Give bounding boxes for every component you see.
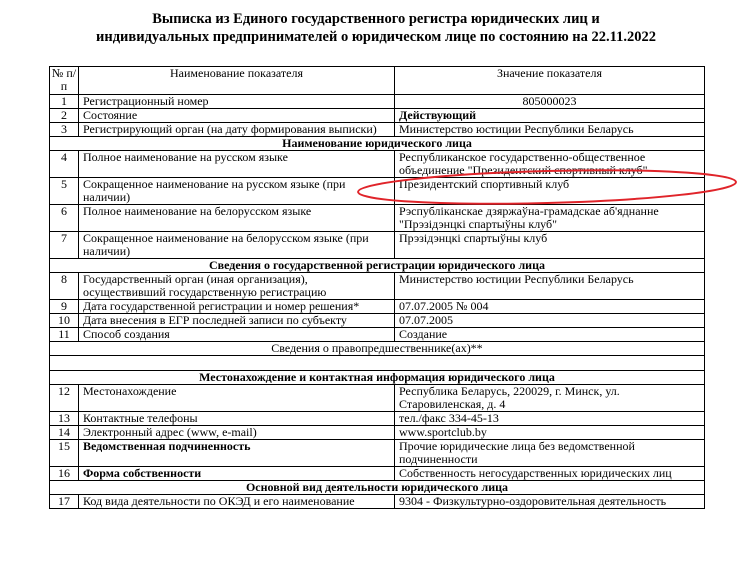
row-indicator: Способ создания — [79, 328, 395, 342]
row-value: 805000023 — [395, 95, 705, 109]
section-row — [50, 481, 705, 495]
table-row — [50, 205, 705, 232]
row-indicator: Сокращенное наименование на белорусском языке (при наличии) — [79, 232, 395, 259]
row-value: тел./факс 334-45-13 — [395, 412, 705, 426]
document-title — [0, 10, 752, 46]
row-indicator: Сокращенное наименование на русском языке (при наличии) — [79, 178, 395, 205]
table-row — [50, 300, 705, 314]
row-value: 07.07.2005 № 004 — [395, 300, 705, 314]
row-value: www.sportclub.by — [395, 426, 705, 440]
row-value: Прэзідэнцкі спартыўны клуб — [395, 232, 705, 259]
section-row — [50, 259, 705, 273]
section-row — [50, 137, 705, 151]
row-num: 7 — [50, 232, 79, 259]
row-indicator: Регистрационный номер — [79, 95, 395, 109]
document-title-line-2: индивидуальных предпринимателей о юридическом лице по состоянию на 22.11.2022 — [96, 29, 656, 45]
row-value: Министерство юстиции Республики Беларусь — [395, 273, 705, 300]
table-row — [50, 273, 705, 300]
section-row — [50, 371, 705, 385]
row-indicator: Электронный адрес (www, e-mail) — [79, 426, 395, 440]
header-indicator: Наименование показателя — [79, 67, 395, 95]
table-header-row — [50, 67, 705, 95]
row-value: Рэспубліканскае дзяржаўна-грамадскае аб'яднанне "Прэзідэнцкі спартыўны клуб" — [395, 205, 705, 232]
row-num: 9 — [50, 300, 79, 314]
table-row — [50, 412, 705, 426]
predecessors-row — [50, 342, 705, 356]
row-value: 07.07.2005 — [395, 314, 705, 328]
row-indicator: Государственный орган (иная организация), осуществивший государственную регистрацию — [79, 273, 395, 300]
table-row — [50, 385, 705, 412]
section-registration-heading: Сведения о государственной регистрации юридического лица — [50, 259, 705, 273]
table-row — [50, 123, 705, 137]
row-num: 16 — [50, 467, 79, 481]
row-indicator: Полное наименование на русском языке — [79, 151, 395, 178]
table-row — [50, 440, 705, 467]
document-title-line-1: Выписка из Единого государственного регистра юридических лиц и — [152, 11, 600, 27]
table-row — [50, 95, 705, 109]
row-indicator: Дата внесения в ЕГР последней записи по субъекту — [79, 314, 395, 328]
row-value: Республиканское государственно-общественное объединение "Президентский спортивный клуб" — [395, 151, 705, 178]
row-value: Республика Беларусь, 220029, г. Минск, ул. Старовиленская, д. 4 — [395, 385, 705, 412]
table-row — [50, 426, 705, 440]
row-indicator: Состояние — [79, 109, 395, 123]
row-num: 13 — [50, 412, 79, 426]
section-predecessors-heading: Сведения о правопредшественнике(ах)** — [50, 342, 705, 356]
table-row — [50, 178, 705, 205]
row-value: 9304 - Физкультурно-оздоровительная деятельность — [395, 495, 705, 509]
section-activity-heading: Основной вид деятельности юридического лица — [50, 481, 705, 495]
row-indicator: Полное наименование на белорусском языке — [79, 205, 395, 232]
row-num: 17 — [50, 495, 79, 509]
row-value: Министерство юстиции Республики Беларусь — [395, 123, 705, 137]
header-num: № п/п — [50, 67, 79, 95]
row-value: Создание — [395, 328, 705, 342]
row-indicator: Регистрирующий орган (на дату формирования выписки) — [79, 123, 395, 137]
register-extract-table — [49, 66, 705, 509]
row-indicator: Дата государственной регистрации и номер решения* — [79, 300, 395, 314]
row-value: Президентский спортивный клуб — [395, 178, 705, 205]
row-num: 15 — [50, 440, 79, 467]
table-row — [50, 495, 705, 509]
row-indicator: Местонахождение — [79, 385, 395, 412]
row-indicator: Форма собственности — [79, 467, 395, 481]
row-value: Собственность негосударственных юридических лиц — [395, 467, 705, 481]
row-num: 8 — [50, 273, 79, 300]
empty-row — [50, 356, 705, 371]
row-value: Прочие юридические лица без ведомственной подчиненности — [395, 440, 705, 467]
table-row — [50, 151, 705, 178]
row-num: 6 — [50, 205, 79, 232]
row-num: 12 — [50, 385, 79, 412]
table-row — [50, 109, 705, 123]
row-value: Действующий — [395, 109, 705, 123]
row-num: 2 — [50, 109, 79, 123]
header-value: Значение показателя — [395, 67, 705, 95]
empty-cell — [50, 356, 705, 371]
table-row — [50, 232, 705, 259]
row-num: 11 — [50, 328, 79, 342]
table-row — [50, 467, 705, 481]
row-num: 10 — [50, 314, 79, 328]
table-row — [50, 314, 705, 328]
row-num: 5 — [50, 178, 79, 205]
row-indicator: Ведомственная подчиненность — [79, 440, 395, 467]
row-num: 1 — [50, 95, 79, 109]
table-row — [50, 328, 705, 342]
section-location-heading: Местонахождение и контактная информация юридического лица — [50, 371, 705, 385]
row-indicator: Код вида деятельности по ОКЭД и его наименование — [79, 495, 395, 509]
row-num: 14 — [50, 426, 79, 440]
row-num: 4 — [50, 151, 79, 178]
row-indicator: Контактные телефоны — [79, 412, 395, 426]
row-num: 3 — [50, 123, 79, 137]
section-name-heading: Наименование юридического лица — [50, 137, 705, 151]
